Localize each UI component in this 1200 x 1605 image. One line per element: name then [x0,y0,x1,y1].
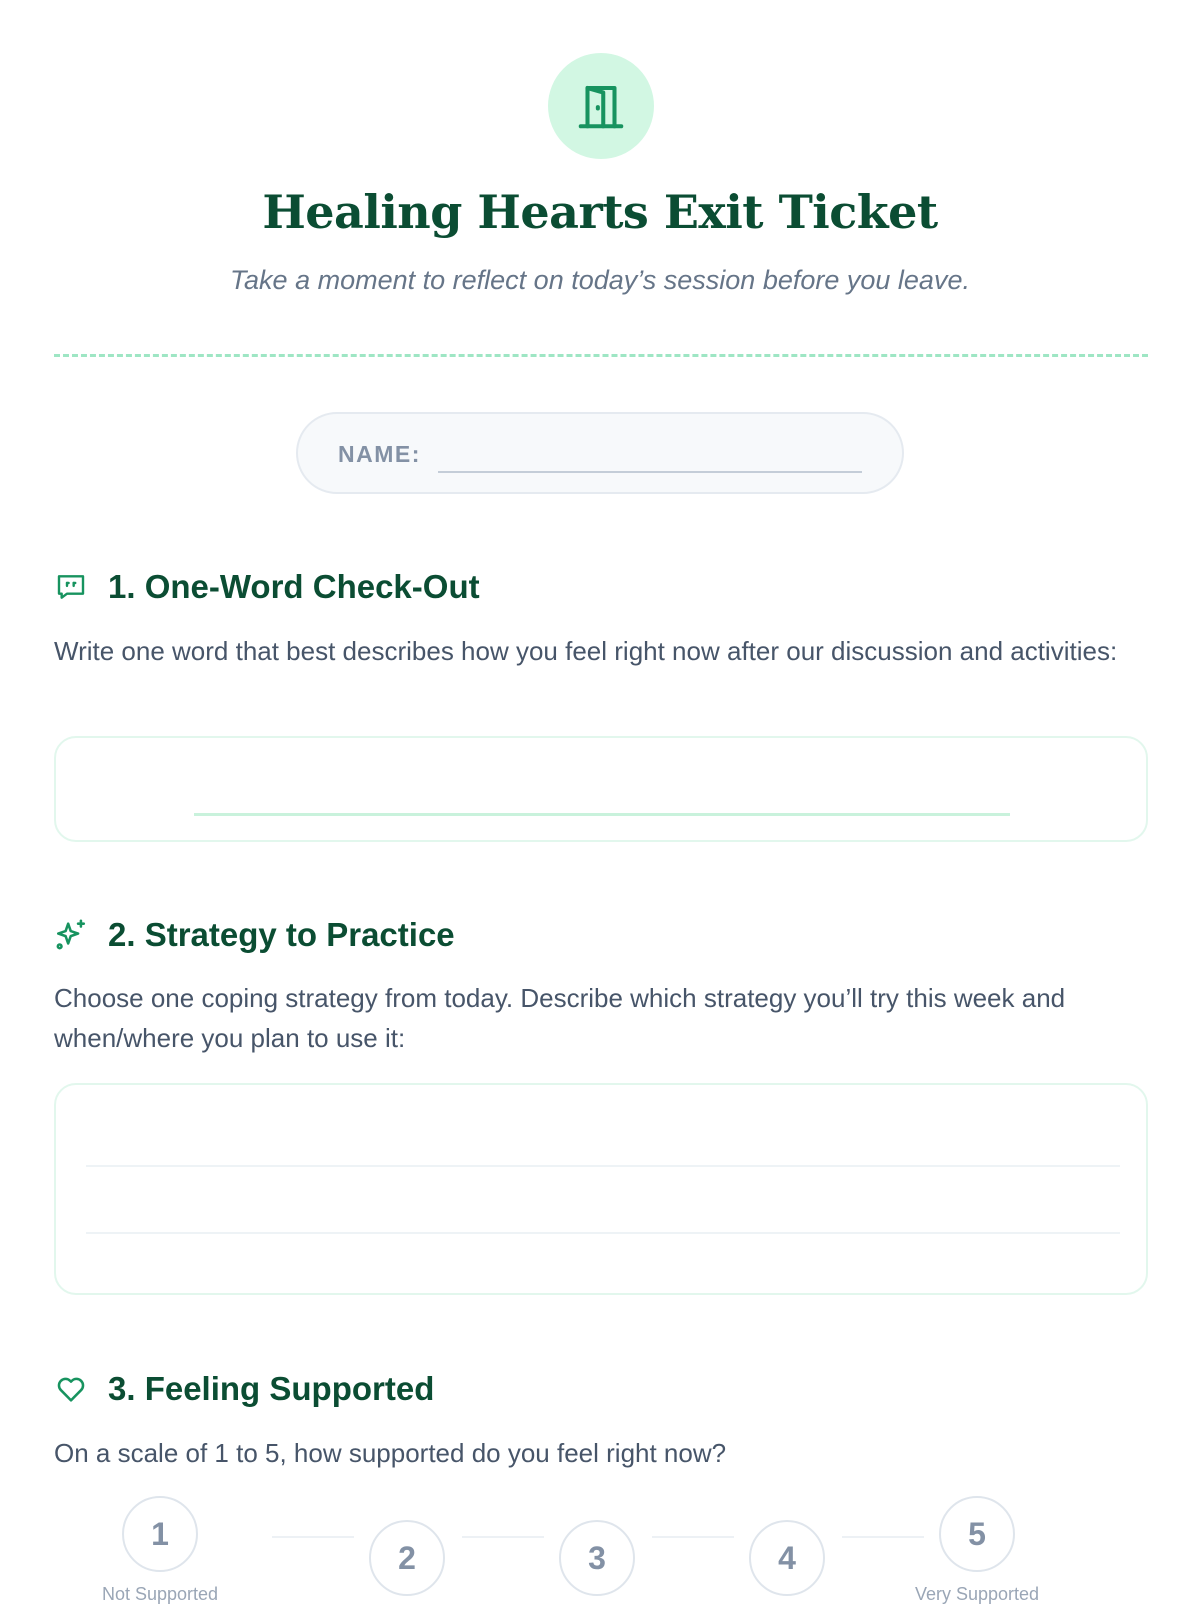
scale-connector [272,1536,354,1538]
scale-option-2[interactable]: 2 [369,1520,445,1596]
answer-line [86,1165,1120,1167]
sparkles-icon [54,918,88,952]
section-title: 2. Strategy to Practice [108,916,455,953]
section-prompt: On a scale of 1 to 5, how supported do you feel right now? [54,1438,727,1468]
section-feeling-supported [54,1370,434,1408]
answer-line [86,1232,1120,1234]
scale-connector [842,1536,924,1538]
answer-line [194,813,1010,816]
scale-connector [462,1536,544,1538]
message-quote-icon [54,570,88,604]
name-label: NAME: [338,441,421,467]
strategy-answer-field[interactable] [54,1083,1148,1295]
header-divider [54,354,1148,357]
section-title: 1. One-Word Check-Out [108,568,480,605]
one-word-answer-field[interactable] [54,736,1148,842]
door-icon [548,53,654,159]
section-title: 3. Feeling Supported [108,1370,435,1407]
scale-option-5[interactable]: 5 [939,1496,1015,1572]
page-title: Healing Hearts Exit Ticket [262,185,938,239]
scale-option-1[interactable]: 1 [122,1496,198,1572]
section-strategy-to-practice [54,916,455,954]
name-input-line[interactable] [438,471,862,473]
scale-option-4[interactable]: 4 [749,1520,825,1596]
page-subtitle: Take a moment to reflect on today’s session before you leave. [230,265,970,295]
heart-icon [54,1372,88,1406]
scale-option-3[interactable]: 3 [559,1520,635,1596]
name-field[interactable] [296,412,904,494]
scale-high-label: Very Supported [914,1584,1040,1604]
scale-connector [652,1536,734,1538]
scale-low-label: Not Supported [101,1584,219,1604]
section-one-word-checkout [54,568,480,606]
section-prompt: Write one word that best describes how you feel right now after our discussion and activities: [54,636,1118,666]
section-prompt: Choose one coping strategy from today. Describe which strategy you’ll try this week and when/where you plan to use it: [54,983,1066,1053]
